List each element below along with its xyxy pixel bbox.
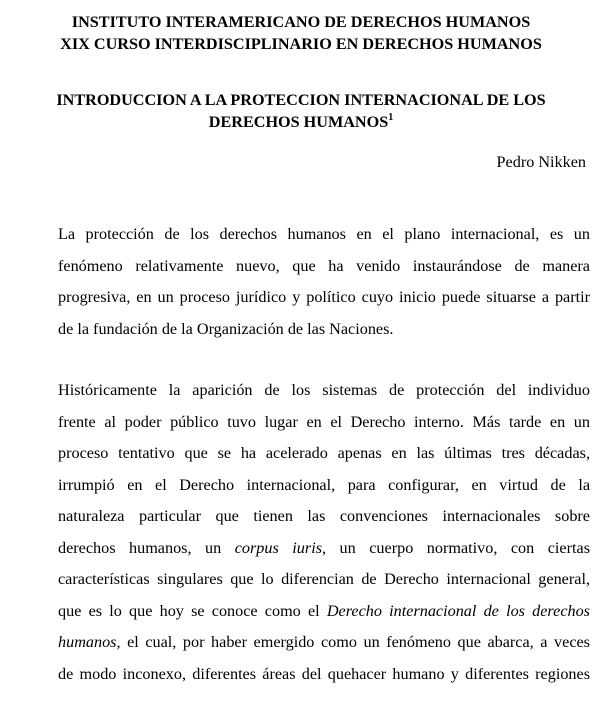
paragraph-2-line <box>10 533 590 565</box>
paragraph-1 <box>0 219 602 345</box>
header-line-course: XIX CURSO INTERDISCIPLINARIO EN DERECHOS HUMANOS <box>60 35 542 53</box>
paragraph-1-line: de la fundación de la Organización de las Naciones. <box>58 319 394 338</box>
paragraph-2-line: características singulares que lo diferencian de Derecho internacional general, <box>58 570 590 588</box>
text-fragment: , el cual, por haber emergido como un fenómeno que abarca, a veces <box>116 633 590 651</box>
text-fragment: , un cuerpo normativo, con ciertas <box>322 538 590 557</box>
paragraph-2-line <box>10 596 590 628</box>
title-line-2 <box>0 111 602 133</box>
paragraph-2-line: naturaleza particular que tienen las convenciones internacionales sobre <box>58 507 590 525</box>
text-fragment: derechos humanos, un <box>58 538 235 557</box>
text-fragment: que es lo que hoy se conoce como el <box>58 601 327 620</box>
title-line-2-text: DERECHOS HUMANOS <box>208 113 389 131</box>
italic-term-derecho-internacional: Derecho internacional de los derechos <box>326 601 590 620</box>
italic-term-humanos: humanos <box>58 633 117 651</box>
italic-term-corpus-iuris: corpus iuris <box>234 538 322 557</box>
footnote-reference[interactable]: 1 <box>388 111 394 123</box>
paragraph-1-line: progresiva, en un proceso jurídico y político cuyo inicio puede situarse a partir <box>58 288 590 306</box>
paragraph-1-line: fenómeno relativamente nuevo, que ha venido instaurándose de manera <box>58 256 590 275</box>
institution-header <box>0 11 602 55</box>
title-line-1: INTRODUCCION A LA PROTECCION INTERNACIONAL DE LOS <box>56 91 546 109</box>
paragraph-2-line: de modo inconexo, diferentes áreas del quehacer humano y diferentes regiones <box>58 664 590 683</box>
paragraph-2-line: Históricamente la aparición de los sistemas de protección del individuo <box>58 381 590 399</box>
header-line-institute: INSTITUTO INTERAMERICANO DE DERECHOS HUMANOS <box>71 13 531 31</box>
paragraph-2-line: proceso tentativo que se ha acelerado apenas en las últimas tres décadas, <box>58 444 590 462</box>
paragraph-1-line: La protección de los derechos humanos en el plano internacional, es un <box>58 225 590 243</box>
paragraph-2-line: frente al poder público tuvo lugar en el Derecho interno. Más tarde en un <box>58 412 590 431</box>
paragraph-2 <box>0 375 602 690</box>
paragraph-2-line: irrumpió en el Derecho internacional, para configurar, en virtud de la <box>58 475 590 494</box>
paragraph-2-line <box>10 627 590 659</box>
document-title <box>0 89 602 133</box>
author-name: Pedro Nikken <box>496 153 586 171</box>
